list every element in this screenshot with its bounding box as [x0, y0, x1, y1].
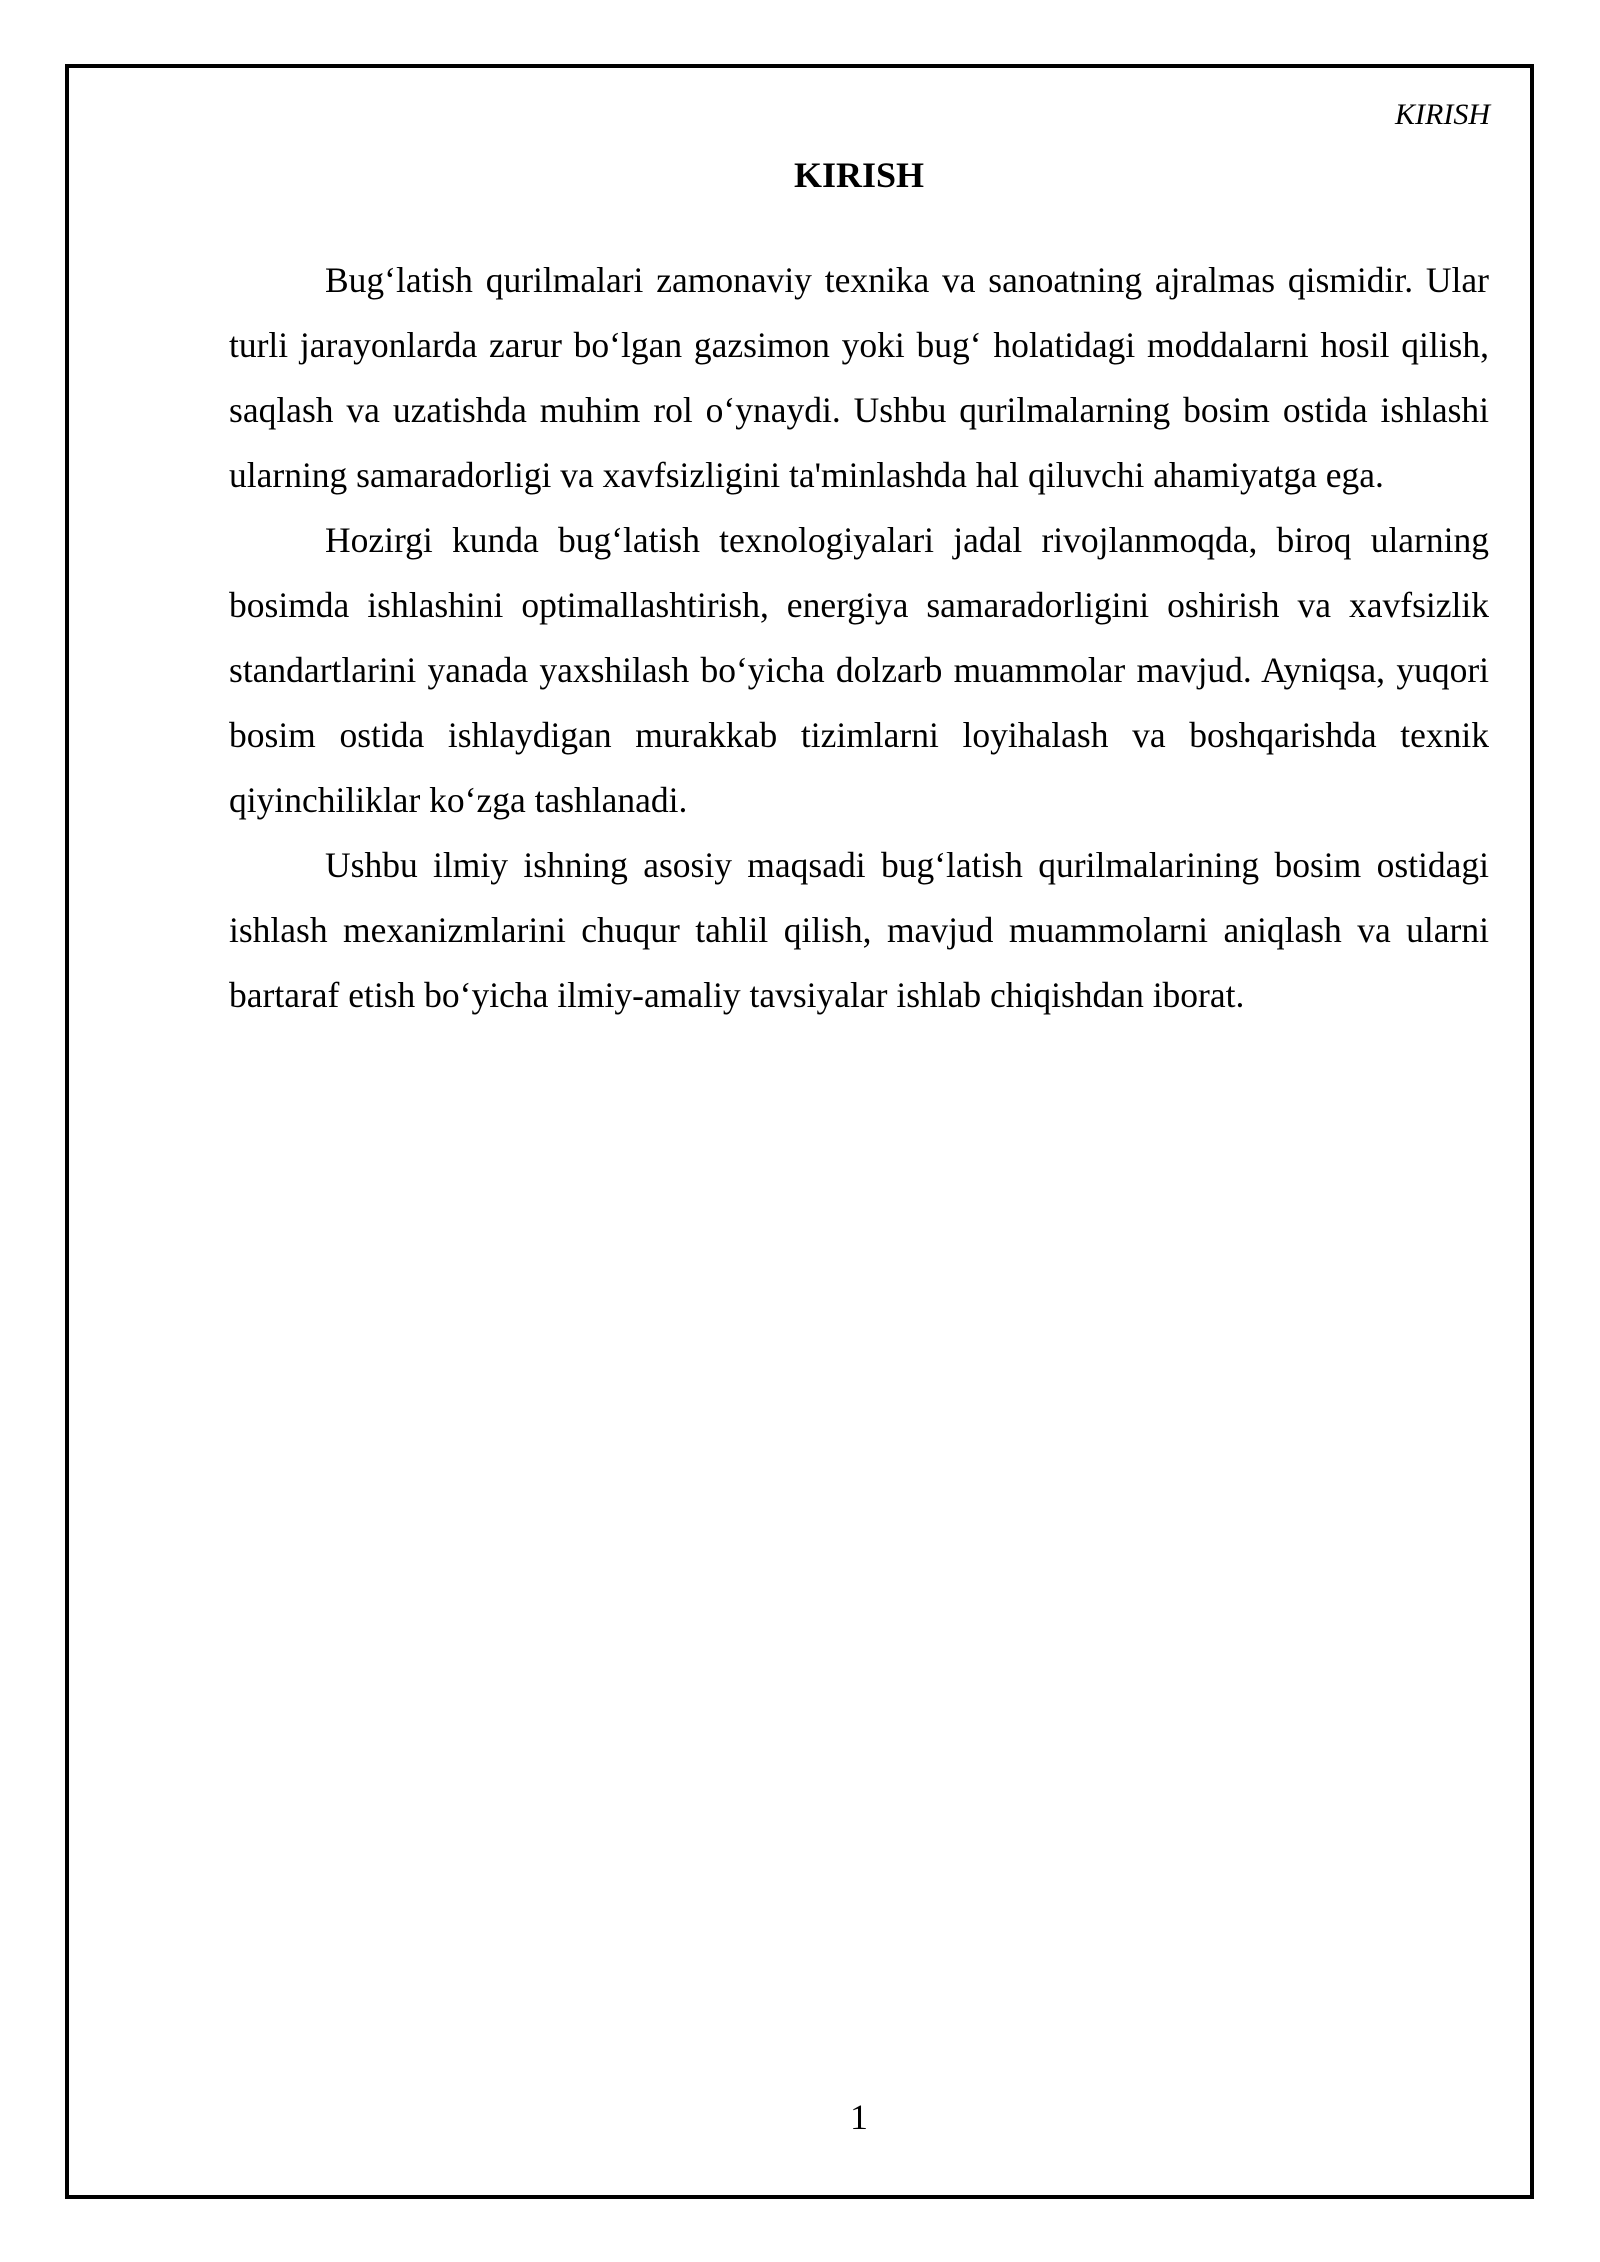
- page-number: 1: [850, 2097, 868, 2137]
- running-header: KIRISH: [1395, 98, 1490, 131]
- body-text: [229, 248, 1489, 1028]
- page-title: KIRISH: [793, 155, 925, 195]
- paragraph-2: Hozirgi kunda bug‘latish texnologiyalari jadal rivojlanmoqda, biroq ularning bosimda ishlashini optimallashtirish, energiya samaradorligini oshirish va xavfsizlik standartlarini yanada yaxshilash bo‘yicha dolzarb muammolar mavjud. Ayniqsa, yuqori bosim ostida ishlaydigan murakkab tizimlarni loyihalash va boshqarishda texnik qiyinchiliklar ko‘zga tashlanadi.: [229, 520, 1489, 820]
- paragraph-1: Bug‘latish qurilmalari zamonaviy texnika va sanoatning ajralmas qismidir. Ular turli jarayonlarda zarur bo‘lgan gazsimon yoki bug‘ holatidagi moddalarni hosil qilish, saqlash va uzatishda muhim rol o‘ynaydi. Ushbu qurilmalarning bosim ostida ishlashi ularning samaradorligi va xavfsizligini ta'minlashda hal qiluvchi ahamiyatga ega.: [229, 260, 1489, 495]
- paragraph-3: Ushbu ilmiy ishning asosiy maqsadi bug‘latish qurilmalarining bosim ostidagi ishlash mexanizmlarini chuqur tahlil qilish, mavjud muammolarni aniqlash va ularni bartaraf etish bo‘yicha ilmiy-amaliy tavsiyalar ishlab chiqishdan iborat.: [229, 845, 1489, 1015]
